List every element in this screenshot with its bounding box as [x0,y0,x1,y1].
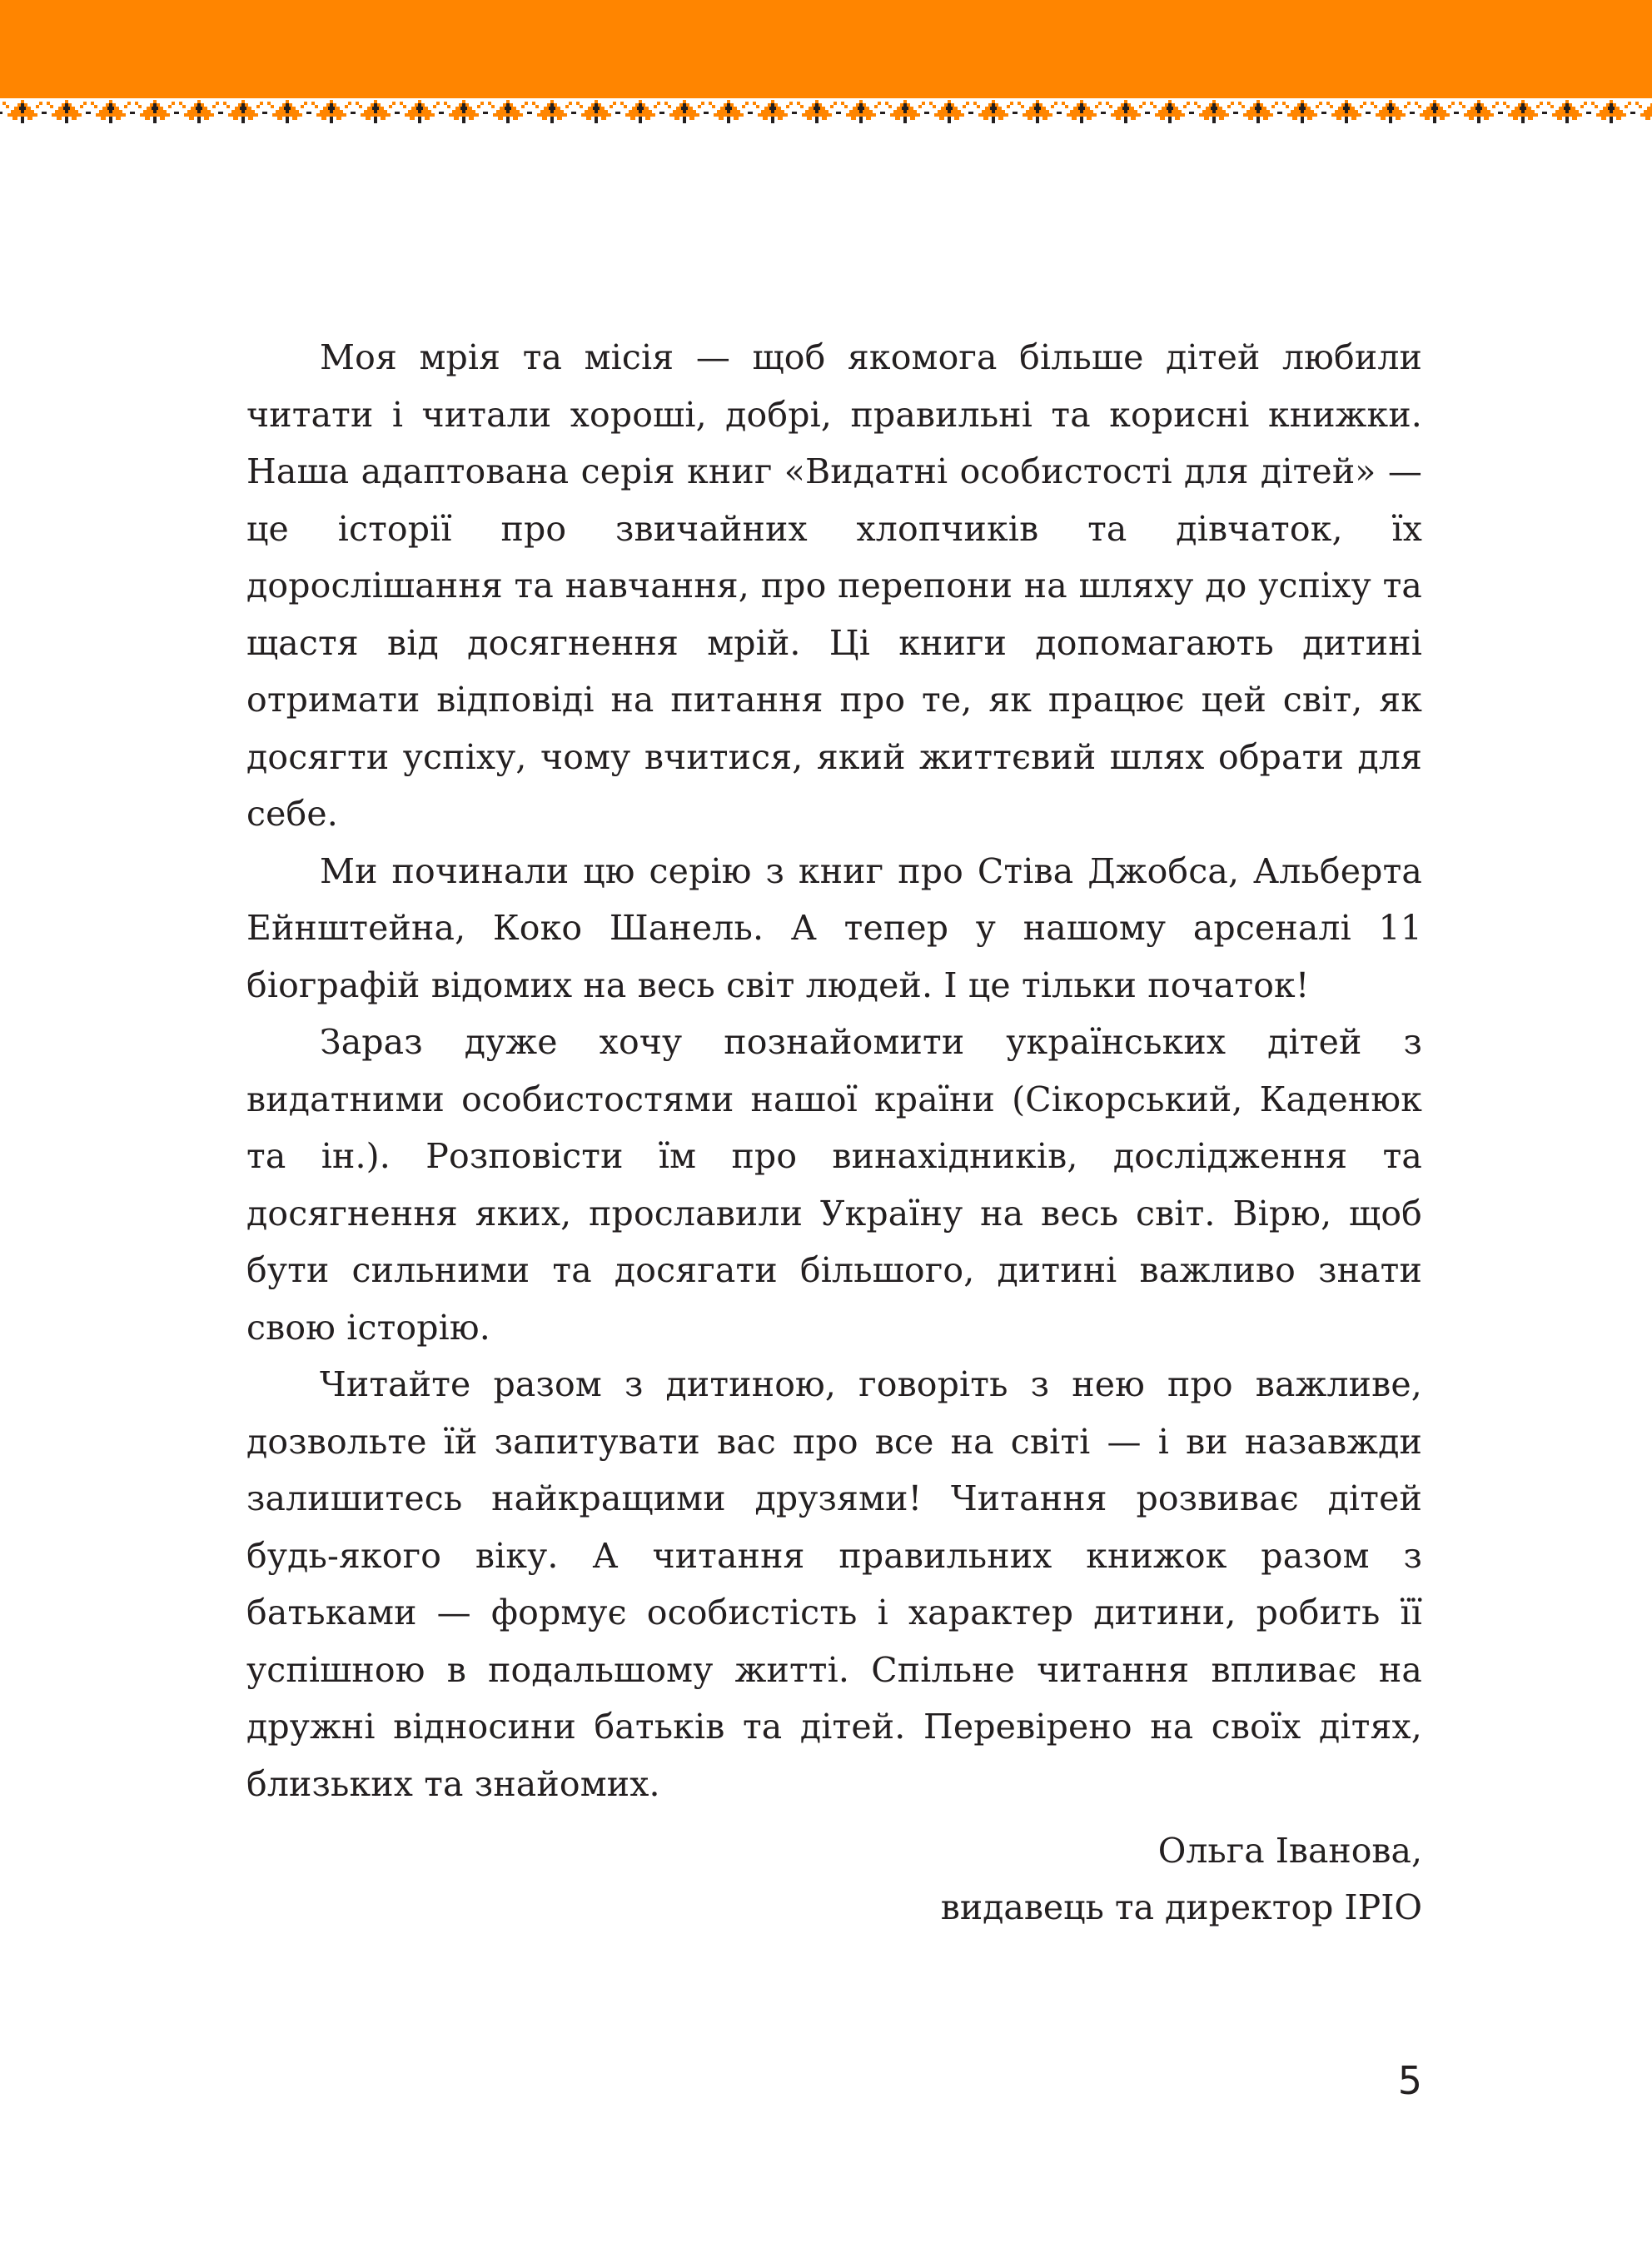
embroidery-border-icon [0,98,1652,150]
paragraph: Моя мрія та місія — щоб якомога більше дітей любили читати і читали хороші, добрі, правильні та корисні книжки. Наша адаптована серія книг «Видатні особистості для дітей» — це історії про звичайних хлопчиків та дівчаток, їх дорослішання та навчання, про перепони на шляху до успіху та щастя від досягнення мрій. Ці книги допомагають дитині отримати відповіді на питання про те, як працює цей світ, як досягти успіху, чому вчитися, який життєвий шлях обрати для себе. [246,337,1422,834]
paragraph: Читайте разом з дитиною, говоріть з нею про важливе, дозвольте їй запитувати вас про все на світі — і ви назавжди залишитесь найкращими друзями! Читання розвиває дітей будь-якого віку. А читання правильних книжок разом з батьками — формує особистість і характер дитини, робить її успішною в подальшому житті. Спільне читання впливає на дружні відносини батьків та дітей. Перевірено на своїх дітях, близьких та знайомих. [246,1364,1422,1804]
page-number: 5 [1397,2058,1422,2103]
foreword-body [246,329,1422,1812]
author-name: Ольга Іванова, [1157,1831,1422,1871]
header-band [0,0,1652,98]
paragraph: Ми починали цю серію з книг про Стіва Джобса, Альберта Ейнштейна, Коко Шанель. А тепер у нашому арсеналі 11 біографій відомих на весь світ людей. І це тільки початок! [246,850,1422,1005]
paragraph: Зараз дуже хочу познайомити українських дітей з видатними особистостями нашої країни (Сікорський, Каденюк та ін.). Розповісти їм про винахідників, дослідження та досягнення яких, прославили Україну на весь світ. Вірю, щоб бути сильними та досягати більшого, дитині важливо знати свою історію. [246,1022,1422,1348]
author-title: видавець та директор ІРІО [940,1887,1422,1927]
signature-block [941,1822,1422,1936]
